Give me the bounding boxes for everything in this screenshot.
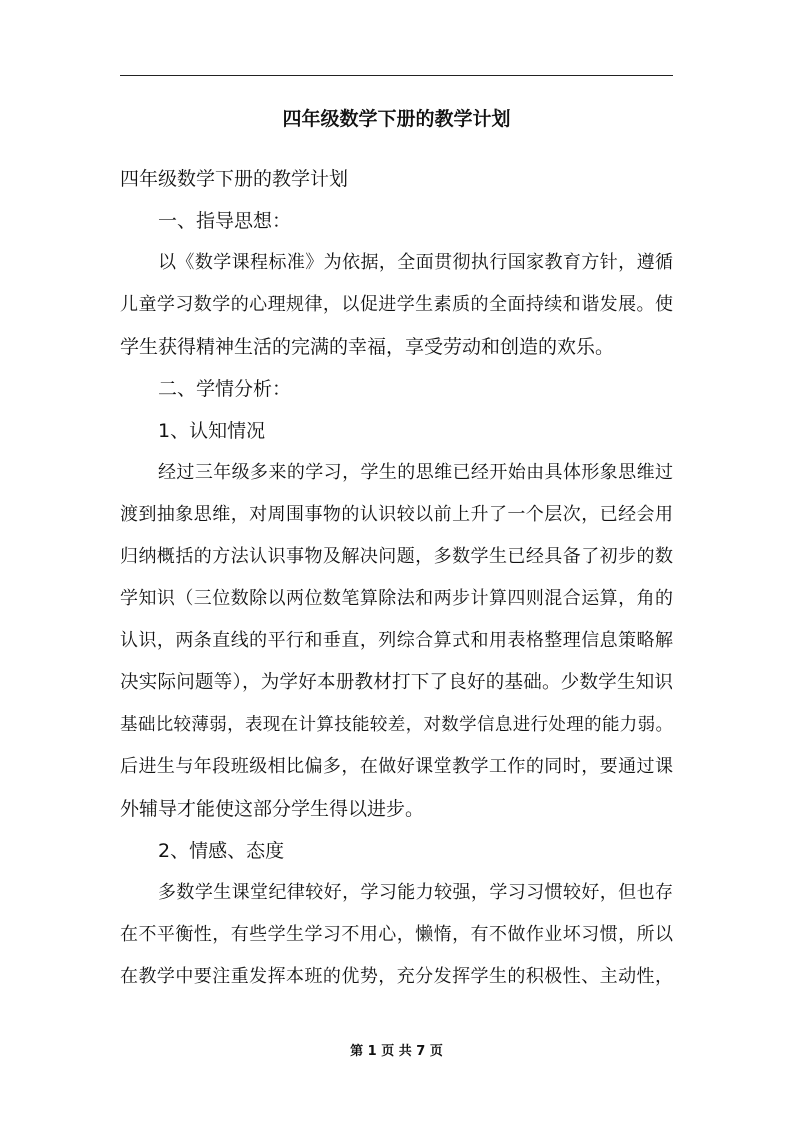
page-number: 第 1 页 共 7 页 [350, 1044, 443, 1059]
subsection-heading-cognition: 1、认知情况 [158, 420, 266, 442]
paragraph-line: 后进生与年段班级相比偏多，在做好课堂教学工作的同时，要通过课 [120, 756, 673, 777]
paragraph-line: 多数学生课堂纪律较好，学习能力较强，学习习惯较好，但也存 [158, 882, 673, 903]
paragraph-line: 归纳概括的方法认识事物及解决问题，多数学生已经具备了初步的数 [120, 546, 673, 567]
paragraph-line: 学生获得精神生活的完满的幸福，享受劳动和创造的欢乐。 [120, 336, 615, 358]
document-body [120, 158, 673, 998]
paragraph-line: 以《数学课程标准》为依据，全面贯彻执行国家教育方针，遵循 [158, 252, 673, 273]
document-title: 四年级数学下册的教学计划 [282, 108, 511, 130]
section-heading-learning-analysis: 二、学情分析： [158, 378, 292, 400]
section-heading-guiding-ideology: 一、指导思想： [158, 210, 292, 232]
paragraph-line: 在不平衡性，有些学生学习不用心，懒惰，有不做作业坏习惯，所以 [120, 924, 673, 945]
paragraph-line: 基础比较薄弱，表现在计算技能较差，对数学信息进行处理的能力弱。 [120, 715, 673, 735]
subsection-heading-attitude: 2、情感、态度 [158, 840, 285, 862]
paragraph-line: 决实际问题等），为学好本册教材打下了良好的基础。少数学生知识 [120, 672, 673, 693]
header-rule [120, 75, 673, 76]
paragraph-line: 经过三年级多来的学习，学生的思维已经开始由具体形象思维过 [158, 462, 673, 483]
body-line-subtitle: 四年级数学下册的教学计划 [120, 168, 349, 190]
paragraph-line: 认识，两条直线的平行和垂直，列综合算式和用表格整理信息策略解 [120, 630, 673, 651]
paragraph-line: 在教学中要注重发挥本班的优势，充分发挥学生的积极性、主动性， [120, 966, 673, 987]
paragraph-line: 渡到抽象思维，对周围事物的认识较以前上升了一个层次，已经会用 [120, 504, 673, 525]
paragraph-line: 儿童学习数学的心理规律，以促进学生素质的全面持续和谐发展。使 [120, 294, 673, 315]
paragraph-line: 学知识（三位数除以两位数笔算除法和两步计算四则混合运算，角的 [120, 588, 673, 609]
paragraph-line: 外辅导才能使这部分学生得以进步。 [120, 798, 425, 820]
